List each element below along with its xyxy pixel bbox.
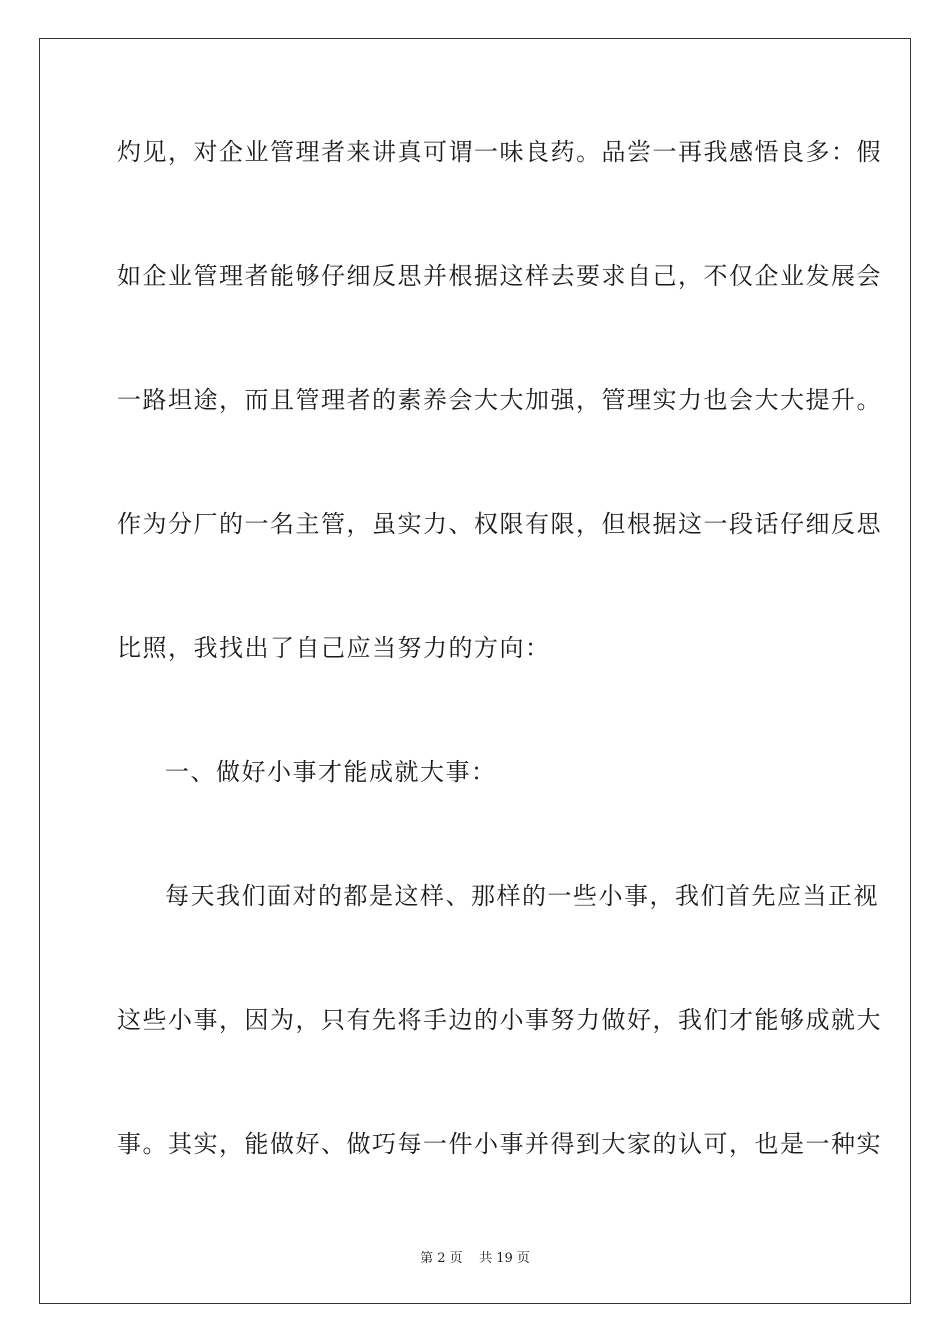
page-number-footer: 第 2 页 共 19 页 xyxy=(420,1251,530,1266)
body-text-line: 灼见，对企业管理者来讲真可谓一味良药。品尝一再我感悟良多：假 xyxy=(117,138,882,166)
body-text-line: 这些小事，因为，只有先将手边的小事努力做好，我们才能够成就大 xyxy=(117,1006,882,1034)
body-text-line: 一路坦途，而且管理者的素养会大大加强，管理实力也会大大提升。 xyxy=(117,386,882,414)
section-heading: 一、做好小事才能成就大事： xyxy=(165,758,497,786)
page-border xyxy=(39,38,911,1304)
body-text-line: 每天我们面对的都是这样、那样的一些小事，我们首先应当正视 xyxy=(165,882,879,910)
body-text-line: 作为分厂的一名主管，虽实力、权限有限，但根据这一段话仔细反思 xyxy=(117,510,882,538)
body-text-line: 比照，我找出了自己应当努力的方向： xyxy=(117,634,551,662)
body-text-line: 如企业管理者能够仔细反思并根据这样去要求自己，不仅企业发展会 xyxy=(117,262,882,290)
body-text-line: 事。其实，能做好、做巧每一件小事并得到大家的认可，也是一种实 xyxy=(117,1130,882,1158)
